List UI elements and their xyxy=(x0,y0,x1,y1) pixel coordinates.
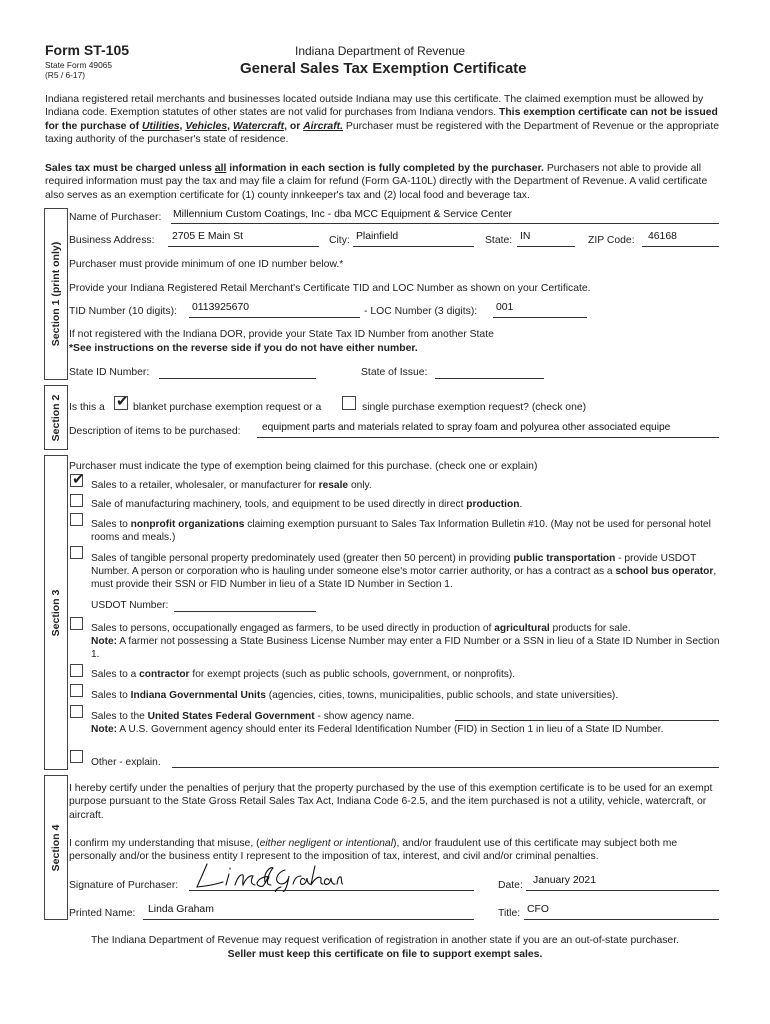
contractor-option: Sales to a contractor for exempt projects (such as public schools, government, or nonprofits). xyxy=(91,669,516,680)
other-checkbox[interactable] xyxy=(70,750,83,763)
business-address-label: Business Address: xyxy=(69,235,155,246)
state-label: State: xyxy=(485,235,513,246)
signature-drawing xyxy=(193,860,343,892)
form-title: Form ST-105 xyxy=(45,42,130,58)
usdot-field[interactable] xyxy=(174,597,316,612)
title-label: Title: xyxy=(498,908,521,919)
description-value: equipment parts and materials related to spray foam and polyurea other associated equipe xyxy=(262,422,671,433)
signature-label: Signature of Purchaser: xyxy=(69,880,179,891)
loc-value: 001 xyxy=(496,302,514,313)
department-name: Indiana Department of Revenue xyxy=(295,44,466,58)
purchaser-name-value: Millennium Custom Coatings, Inc - dba MCC Equipment & Service Center xyxy=(173,209,512,220)
footer-seller-note: Seller must keep this certificate on file to support exempt sales. xyxy=(227,949,543,960)
zip-value: 46168 xyxy=(648,231,677,242)
blanket-label: blanket purchase exemption request or a xyxy=(133,402,322,413)
production-option: Sale of manufacturing machinery, tools, and equipment to be used directly in direct production. xyxy=(91,499,523,510)
public-transportation-option: Sales of tangible personal property predominately used (greater then 50 percent) in providing public transportation - provide USDOT Number. A person or corporation who is hauling under someone else's motor carrier authority, or has a contract as a school bus operator, must provide their SSN or FID Number in lieu of a State ID Number in Section 1. xyxy=(91,553,717,590)
tid-label: TID Number (10 digits): xyxy=(69,306,177,317)
title-value: CFO xyxy=(527,904,549,915)
intro-paragraph: Indiana registered retail merchants and businesses located outside Indiana may use this certificate. The claimed exemption must be allowed by Indiana code. Exemption statutes of other states are not valid for purchases from Indiana vendors. This exemption certificate can not be issued for the purchase of Utilities, Vehicles, Watercraft, or Aircraft. Purchaser must be registered with the Department of Revenue or the appropriate taxing authority of the purchaser's state of residence. xyxy=(45,94,719,146)
certificate-title: General Sales Tax Exemption Certificate xyxy=(240,60,527,77)
misuse-statement: I confirm my understanding that misuse, (either negligent or intentional), and/or fraudulent use of this certificate may subject both me personally and/or the business entity I represent to the imposition of tax, interest, and civil and/or criminal penalties. xyxy=(69,838,678,863)
tid-value: 0113925670 xyxy=(192,302,250,313)
governmental-units-checkbox[interactable] xyxy=(70,684,83,697)
date-label: Date: xyxy=(498,880,523,891)
purchaser-name-label: Name of Purchaser: xyxy=(69,212,162,223)
state-id-label: State ID Number: xyxy=(69,367,150,378)
public-transportation-checkbox[interactable] xyxy=(70,546,83,559)
business-address-value: 2705 E Main St xyxy=(172,231,244,242)
section-4-label: Section 4 xyxy=(44,775,68,920)
state-of-issue-field[interactable] xyxy=(435,364,544,379)
certification-statement: I hereby certify under the penalties of perjury that the property purchased by the use of this exemption certificate is to be used for an exempt purpose pursuant to the State Gross Retail Sales Tax Act, Indiana Code 6-2.5, and the item purchased is not a utility, vehicle, watercraft, or aircraft. xyxy=(69,783,713,821)
nonprofit-checkbox[interactable] xyxy=(70,513,83,526)
federal-government-option: Sales to the United States Federal Government - show agency name. Note: A U.S. Government agency should enter its Federal Identification Number (FID) in Section 1 in lieu of a State ID Number. xyxy=(91,711,664,735)
description-label: Description of items to be purchased: xyxy=(69,426,241,437)
governmental-units-option: Sales to Indiana Governmental Units (agencies, cities, towns, municipalities, public schools, and state universities). xyxy=(91,690,619,701)
sales-tax-notice: Sales tax must be charged unless all information in each section is fully completed by the purchaser. Purchasers not able to provide all required information must pay the tax and may file a claim for refund (Form GA-110L) directly with the Department of Revenue. A valid certificate also serves as an exemption certificate for (1) county innkeeper's tax and (2) local food and beverage tax. xyxy=(45,163,708,201)
city-label: City: xyxy=(329,235,350,246)
see-instructions-note: *See instructions on the reverse side if you do not have either number. xyxy=(69,343,418,354)
contractor-checkbox[interactable] xyxy=(70,664,83,677)
usdot-label: USDOT Number: xyxy=(91,600,169,611)
date-value: January 2021 xyxy=(533,875,596,886)
exemption-type-intro: Purchaser must indicate the type of exemption being claimed for this purchase. (check one or explain) xyxy=(69,461,538,472)
printed-name-value: Linda Graham xyxy=(148,904,214,915)
tid-instructions: Provide your Indiana Registered Retail Merchant's Certificate TID and LOC Number as shown on your Certificate. xyxy=(69,283,591,294)
state-of-issue-label: State of Issue: xyxy=(361,367,428,378)
single-purchase-label: single purchase exemption request? (check one) xyxy=(362,402,587,413)
printed-name-label: Printed Name: xyxy=(69,908,136,919)
resale-option: Sales to a retailer, wholesaler, or manufacturer for resale only. xyxy=(91,480,372,491)
is-this-label: Is this a xyxy=(69,402,105,413)
state-form-number: State Form 49065 xyxy=(45,60,113,70)
production-checkbox[interactable] xyxy=(70,494,83,507)
section-3-label: Section 3 xyxy=(44,455,68,770)
nonprofit-option: Sales to nonprofit organizations claiming exemption pursuant to Sales Tax Information Bulletin #10. (May not be used for personal hotel rooms and meals.) xyxy=(91,519,711,543)
single-purchase-checkbox[interactable] xyxy=(342,396,356,410)
state-value: IN xyxy=(520,231,531,242)
zip-label: ZIP Code: xyxy=(588,235,635,246)
loc-label: - LOC Number (3 digits): xyxy=(364,306,478,317)
city-value: Plainfield xyxy=(356,231,399,242)
resale-checkbox[interactable] xyxy=(70,474,83,487)
agricultural-checkbox[interactable] xyxy=(70,617,83,630)
agency-name-field[interactable] xyxy=(455,706,719,721)
federal-government-checkbox[interactable] xyxy=(70,705,83,718)
other-label: Other - explain. xyxy=(91,757,161,768)
revision-label: (R5 / 6-17) xyxy=(45,70,86,80)
agricultural-option: Sales to persons, occupationally engaged as farmers, to be used directly in production of agricultural products for sale. Note: A farmer not possessing a State Business License Number may enter a FID Number or a SSN in lieu of a State ID Number in Section 1. xyxy=(91,623,720,660)
blanket-checkbox[interactable] xyxy=(114,396,128,410)
id-requirement-note: Purchaser must provide minimum of one ID number below.* xyxy=(69,259,344,270)
state-id-field[interactable] xyxy=(159,364,316,379)
not-registered-note: If not registered with the Indiana DOR, provide your State Tax ID Number from another State xyxy=(69,329,494,340)
section-1-label: Section 1 (print only) xyxy=(44,208,68,380)
footer-verification-note: The Indiana Department of Revenue may request verification of registration in another state if you are an out-of-state purchaser. xyxy=(91,935,679,946)
other-explain-field[interactable] xyxy=(172,753,719,768)
title-field[interactable] xyxy=(524,905,719,920)
section-2-label: Section 2 xyxy=(44,385,68,450)
